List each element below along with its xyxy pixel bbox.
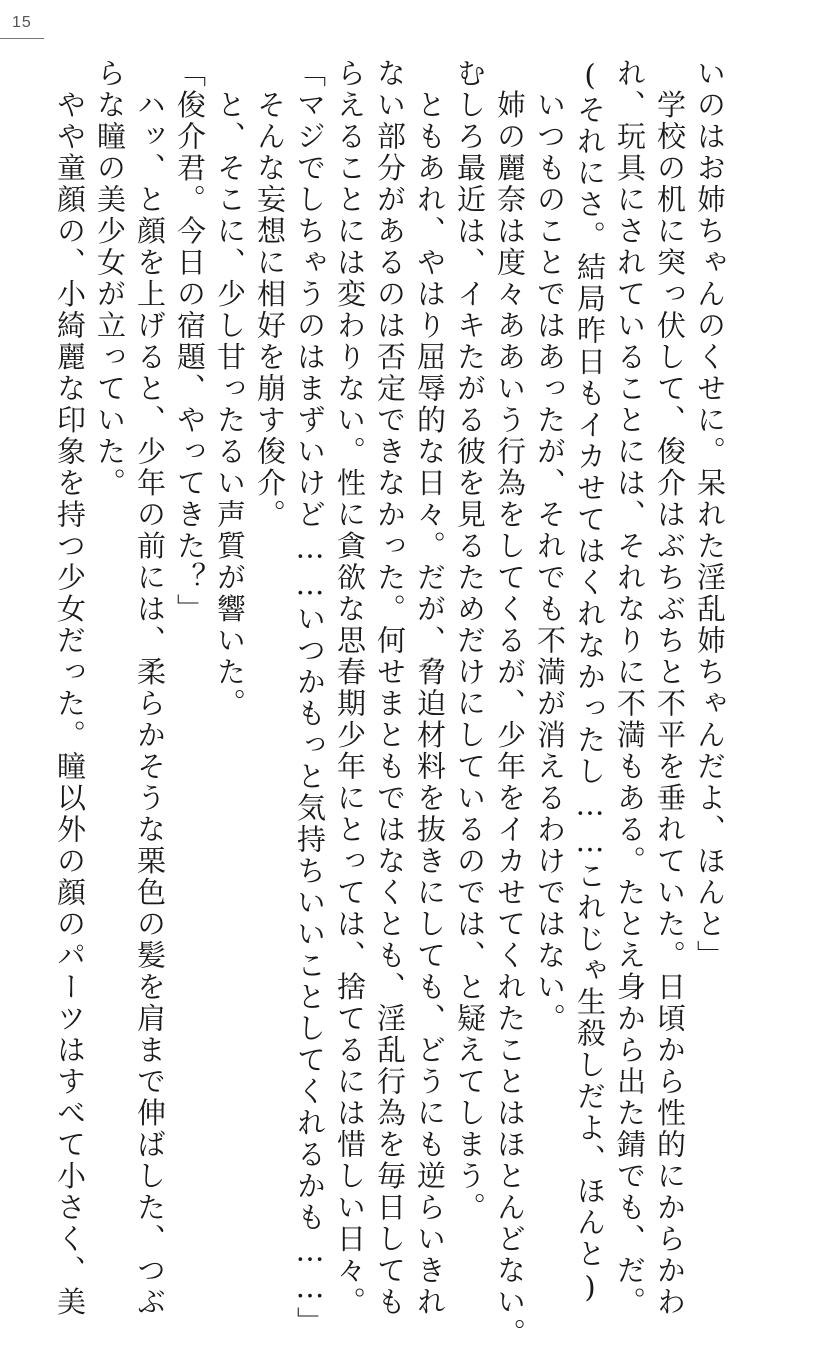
text-line: らな瞳の美少女が立っていた。 [93, 58, 127, 499]
text-line: れ、玩具にされていることには、それなりに不満もある。たとえ身から出た錆でも、だ。 [613, 58, 647, 1318]
text-line: (それにさ。結局昨日もイカせてはくれなかったし……これじゃ生殺しだよ、ほんと) [573, 58, 607, 1307]
text-line: と、そこに、少し甘ったるい声質が響いた。 [213, 58, 247, 720]
text-line: むしろ最近は、イキたがる彼を見るためだけにしているのでは、と疑えてしまう。 [453, 58, 487, 1224]
text-line: 学校の机に突っ伏して、俊介はぶちぶちと不平を垂れていた。日頃から性的にからかわ [653, 58, 687, 1318]
page-number-rule [0, 38, 44, 39]
text-line: ともあれ、やはり屈辱的な日々。だが、脅迫材料を抜きにしても、どうにも逆らいきれ [413, 58, 447, 1318]
text-line: そんな妄想に相好を崩す俊介。 [253, 58, 287, 531]
text-line: ハッ、と顔を上げると、少年の前には、柔らかそうな栗色の髪を肩まで伸ばした、つぶ [133, 58, 167, 1318]
text-line: いつものことではあったが、それでも不満が消えるわけではない。 [533, 58, 567, 1035]
text-line: いのはお姉ちゃんのくせに。呆れた淫乱姉ちゃんだよ、ほんと」 [693, 58, 727, 972]
text-line: ない部分があるのは否定できなかった。何せまともではなくとも、淫乱行為を毎日しても [373, 58, 407, 1318]
body-text [53, 58, 730, 1350]
page-number: 15 [12, 14, 32, 31]
text-line: 「俊介君。今日の宿題、やってきた？」 [173, 58, 207, 625]
text-line: やや童顔の、小綺麗な印象を持つ少女だった。瞳以外の顔のパーツはすべて小さく、美 [53, 58, 87, 1318]
text-line: 「マジでしちゃうのはまずいけど……いつかもっと気持ちいいことしてくれるかも……」 [293, 58, 327, 1338]
text-line: 姉の麗奈は度々ああいう行為をしてくるが、少年をイカせてくれたことはほとんどない。 [493, 58, 527, 1350]
text-line: らえることには変わりない。性に貪欲な思春期少年にとっては、捨てるには惜しい日々。 [333, 58, 367, 1318]
